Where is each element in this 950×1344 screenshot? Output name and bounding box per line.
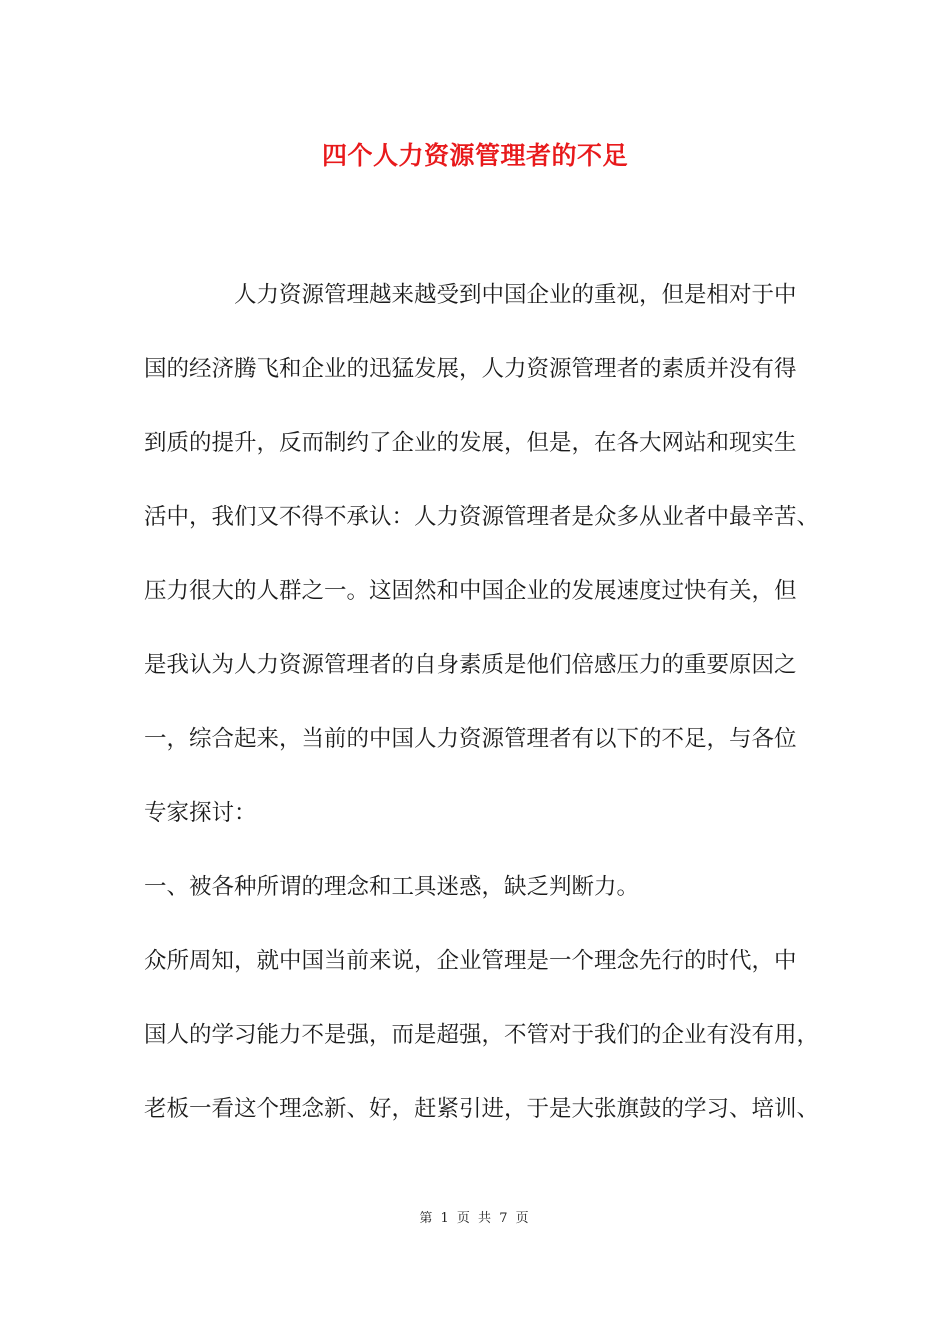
paragraph-line-8: 专家探讨：: [144, 800, 257, 826]
paragraph-line-10: 众所周知，就中国当前来说，企业管理是一个理念先行的时代，中: [144, 948, 797, 974]
page-number-footer: 第 1 页 共 7 页: [419, 1211, 531, 1226]
paragraph-line-6: 是我认为人力资源管理者的自身素质是他们倍感压力的重要原因之: [144, 652, 797, 678]
paragraph-line-2: 国的经济腾飞和企业的迅猛发展，人力资源管理者的素质并没有得: [144, 356, 797, 382]
paragraph-line-7: 一，综合起来，当前的中国人力资源管理者有以下的不足，与各位: [144, 726, 797, 752]
paragraph-line-3: 到质的提升，反而制约了企业的发展，但是，在各大网站和现实生: [144, 430, 797, 456]
paragraph-line-5: 压力很大的人群之一。这固然和中国企业的发展速度过快有关，但: [144, 578, 797, 604]
paragraph-line-12: 老板一看这个理念新、好，赶紧引进，于是大张旗鼓的学习、培训、: [144, 1096, 820, 1122]
paragraph-line-11: 国人的学习能力不是强，而是超强，不管对于我们的企业有没有用，: [144, 1022, 820, 1048]
document-title: 四个人力资源管理者的不足: [321, 141, 628, 170]
paragraph-line-1: 人力资源管理越来越受到中国企业的重视，但是相对于中: [234, 282, 797, 308]
paragraph-line-4: 活中，我们又不得不承认：人力资源管理者是众多从业者中最辛苦、: [144, 504, 820, 530]
section-heading-1: 一、被各种所谓的理念和工具迷惑，缺乏判断力。: [144, 874, 640, 900]
